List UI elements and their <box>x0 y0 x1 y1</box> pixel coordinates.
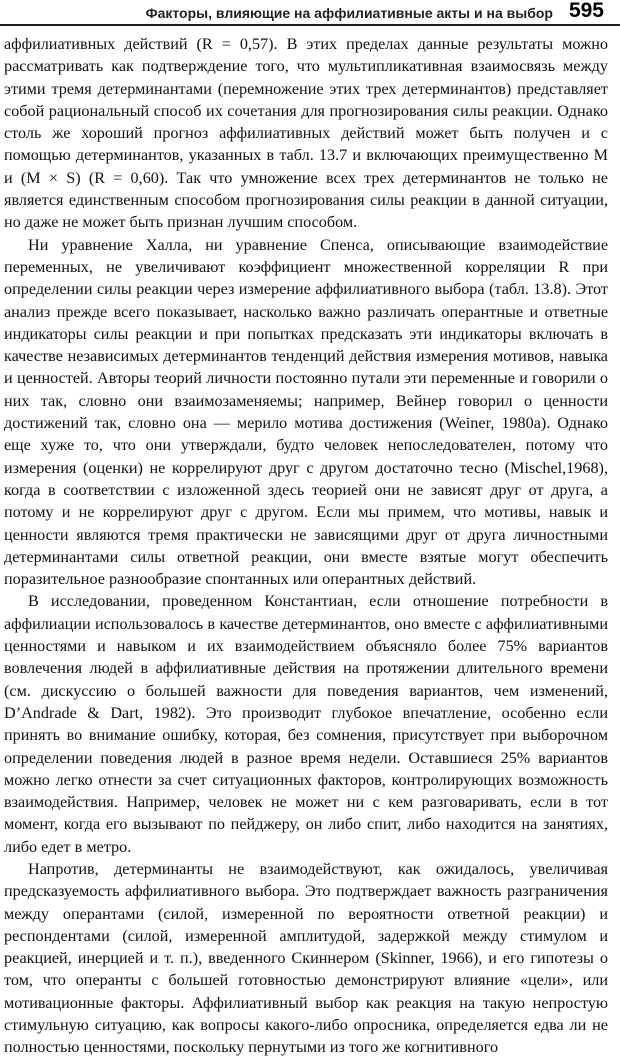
paragraph-1: аффилиативных действий (R = 0,57). В этих пределах данные результаты можно рассматривать как подтверждение того, что мультипликативная взаимосвязь между этими тремя детерминантами (перемножение этих трех детерминантов) представляет собой рациональный способ их сочетания для прогнозирования силы реакции. Однако столь же хороший прогноз аффилиативных действий может быть получен и с помощью детерминантов, указанных в табл. 13.7 и включающих преимущественно M и (M × S) (R = 0,60). Так что умножение всех трех детерминантов не только не является единственным способом прогнозирования силы реакции в данной ситуации, но даже не может быть признан лучшим способом. <box>4 35 608 232</box>
paragraph-2: Ни уравнение Халла, ни уравнение Спенса, описывающие взаимодействие переменных, не увеличивают коэффициент множественной корреляции R при определении силы реакции через измерение аффилиативного выбора (табл. 13.8). Этот анализ прежде всего показывает, насколько важно различать оперантные и ответные индикаторы силы реакции и при попытках предсказать эти индикаторы включать в качестве независимых детерминантов тенденций действия измерения мотивов, навыка и ценностей. Авторы теорий личности постоянно путали эти переменные и говорили о них так, словно они взаимозаменяемы; например, Вейнер говорил о ценности достижений так, словно она — мерило мотива достижения (Weiner, 1980a). Однако еще хуже то, что они утверждали, будто человек непоследователен, потому что измерения (оценки) не коррелируют друг с другом достаточно тесно (Mischel,1968), когда в соответствии с изложенной здесь теорией они не зависят друг от друга, а потому и не коррелируют друг с другом. Если мы примем, что мотивы, навык и ценности являются тремя практически не зависящими друг от друга личностными детерминантами силы ответной реакции, они вместе взятые могут обеспечить поразительное разнообразие спонтанных или оперантных действий. <box>4 235 608 589</box>
page-number: 595 <box>568 0 604 22</box>
page-header <box>0 0 620 26</box>
body-text <box>4 33 608 1059</box>
running-title: Факторы, влияющие на аффилиативные акты и на выбор <box>145 5 553 21</box>
paragraph-4: Напротив, детерминанты не взаимодействуют, как ожидалось, увеличивая предсказуемость аффилиативного выбора. Это подтверждает важность разграничения между оперантами (силой, измеренной по вероятности ответной реакции) и респондентами (силой, измеренной амплитудой, задержкой между стимулом и реакцией, инерцией и т. п.), введенного Скиннером (Skinner, 1966), и его гипотезы о том, что операнты с большей готовностью демонстрируют влияние «цели», или мотивационные факторы. Аффилиативный выбор как реакция на такую непростую стимульную ситуацию, как вопросы какого-либо опросника, определяется едва ли не полностью ценностями, поскольку пернутыми из того же когнитивного <box>4 859 608 1057</box>
paragraph-3: В исследовании, проведенном Константиан, если отношение потребности в аффилиации использовалось в качестве детерминантов, оно вместе с аффилиативными ценностями и навыком и их взаимодействием объясняло более 75% вариантов вовлечения людей в аффилиативные действия на протяжении длительного времени (см. дискуссию о большей важности для поведения вариантов, чем изменений, D’Andrade & Dart, 1982). Это производит глубокое впечатление, особенно если принять во внимание ошибку, которая, без сомнения, присутствует при выборочном определении поведения людей в разное время недели. Оставшиеся 25% вариантов можно легко отнести за счет ситуационных факторов, контролирующих возможность взаимодействия. Например, человек не может ни с кем разговаривать, если в тот момент, когда его вызывают по пейджеру, он либо спит, либо находится на занятиях, либо едет в метро. <box>4 592 608 856</box>
